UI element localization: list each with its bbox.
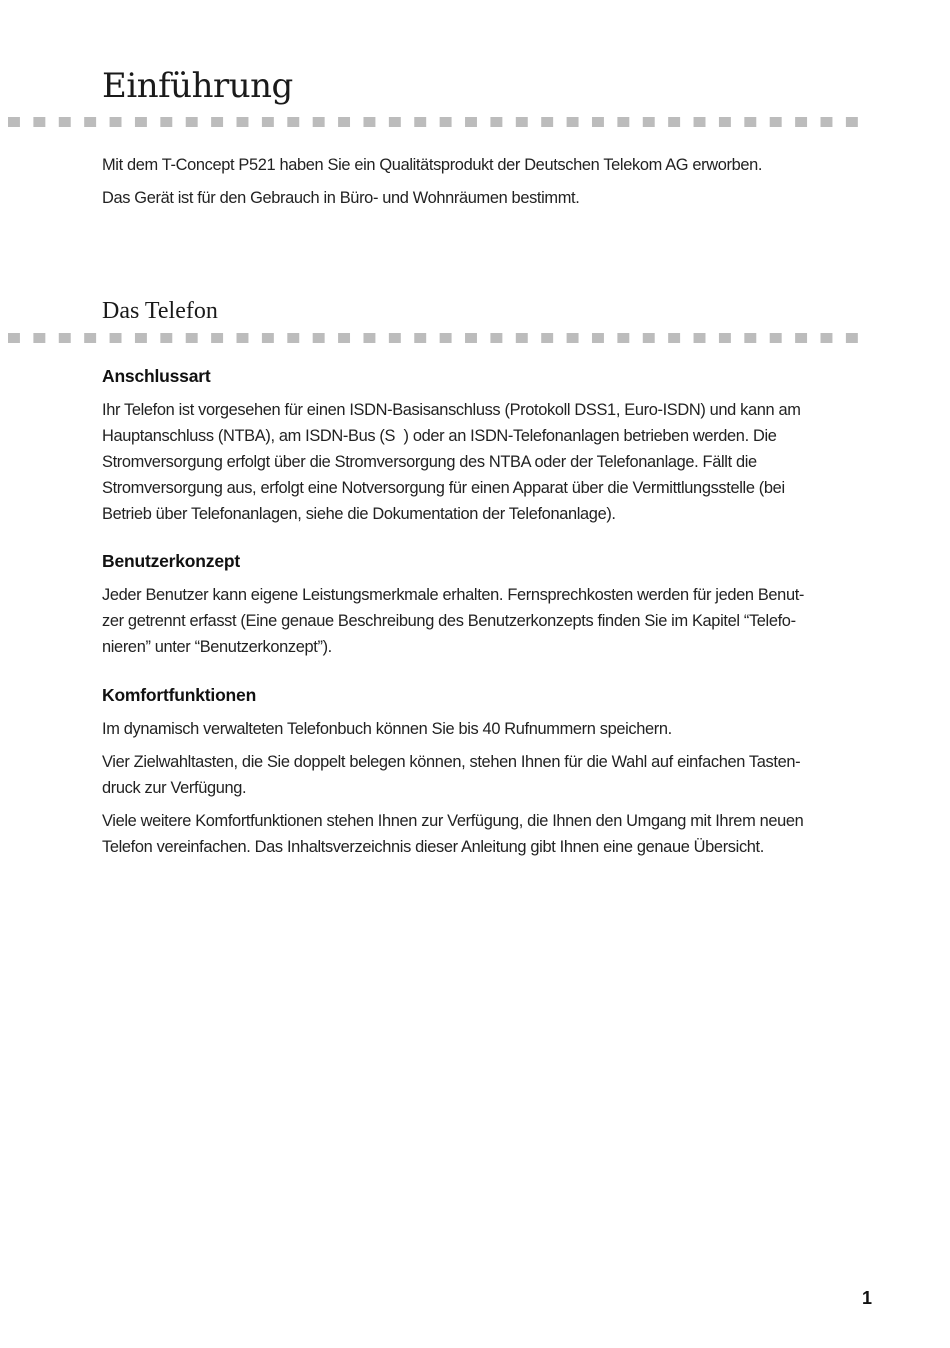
- text-line: nieren” unter “Benutzerkonzept”).: [102, 638, 332, 656]
- body-paragraph: [102, 808, 892, 860]
- text-line: Im dynamisch verwalteten Telefonbuch können Sie bis 40 Rufnummern speichern.: [102, 720, 672, 738]
- intro-text: [102, 152, 892, 218]
- body-paragraph: [102, 397, 892, 527]
- subsection-heading: Komfortfunktionen: [102, 685, 257, 705]
- page-title: Einführung: [102, 66, 293, 106]
- text-line: Stromversorgung aus, erfolgt eine Notversorgung für einen Apparat über die Vermittlungsstelle (bei: [102, 479, 785, 497]
- subsection-benutzerkonzept: [102, 549, 892, 667]
- text-line: druck zur Verfügung.: [102, 779, 247, 797]
- body-paragraph: [102, 716, 892, 742]
- text-line: Ihr Telefon ist vorgesehen für einen ISDN-Basisanschluss (Protokoll DSS1, Euro-ISDN) und kann am: [102, 401, 801, 419]
- text-line: Hauptanschluss (NTBA), am ISDN-Bus (S ) oder an ISDN-Telefonanlagen betrieben werden. Die: [102, 427, 777, 445]
- body-paragraph: [102, 749, 892, 801]
- intro-paragraph: Das Gerät ist für den Gebrauch in Büro- und Wohnräumen bestimmt.: [102, 189, 580, 207]
- text-line: Betrieb über Telefonanlagen, siehe die Dokumentation der Telefonanlage).: [102, 505, 616, 523]
- text-line: Jeder Benutzer kann eigene Leistungsmerkmale erhalten. Fernsprechkosten werden für jeden Benut-: [102, 586, 805, 604]
- subsection-komfortfunktionen: [102, 683, 892, 867]
- text-line: Stromversorgung erfolgt über die Stromversorgung des NTBA oder der Telefonanlage. Fällt die: [102, 453, 757, 471]
- text-line: Vier Zielwahltasten, die Sie doppelt belegen können, stehen Ihnen für die Wahl auf einfachen Tasten-: [102, 753, 801, 771]
- text-line: zer getrennt erfasst (Eine genaue Beschreibung des Benutzerkonzepts finden Sie im Kapitel “Telefo-: [102, 612, 796, 630]
- dotted-rule: [8, 117, 860, 127]
- text-line: Viele weitere Komfortfunktionen stehen Ihnen zur Verfügung, die Ihnen den Umgang mit Ihrem neuen: [102, 812, 804, 830]
- dotted-rule: [8, 333, 860, 343]
- subsection-anschlussart: [102, 364, 892, 534]
- intro-paragraph: Mit dem T-Concept P521 haben Sie ein Qualitätsprodukt der Deutschen Telekom AG erworben.: [102, 156, 763, 174]
- section-title: Das Telefon: [102, 298, 218, 324]
- text-line: Telefon vereinfachen. Das Inhaltsverzeichnis dieser Anleitung gibt Ihnen eine genaue Übersicht.: [102, 838, 764, 856]
- subsection-heading: Anschlussart: [102, 366, 211, 386]
- body-paragraph: [102, 582, 892, 660]
- subsection-heading: Benutzerkonzept: [102, 551, 240, 571]
- page-number: 1: [862, 1288, 873, 1308]
